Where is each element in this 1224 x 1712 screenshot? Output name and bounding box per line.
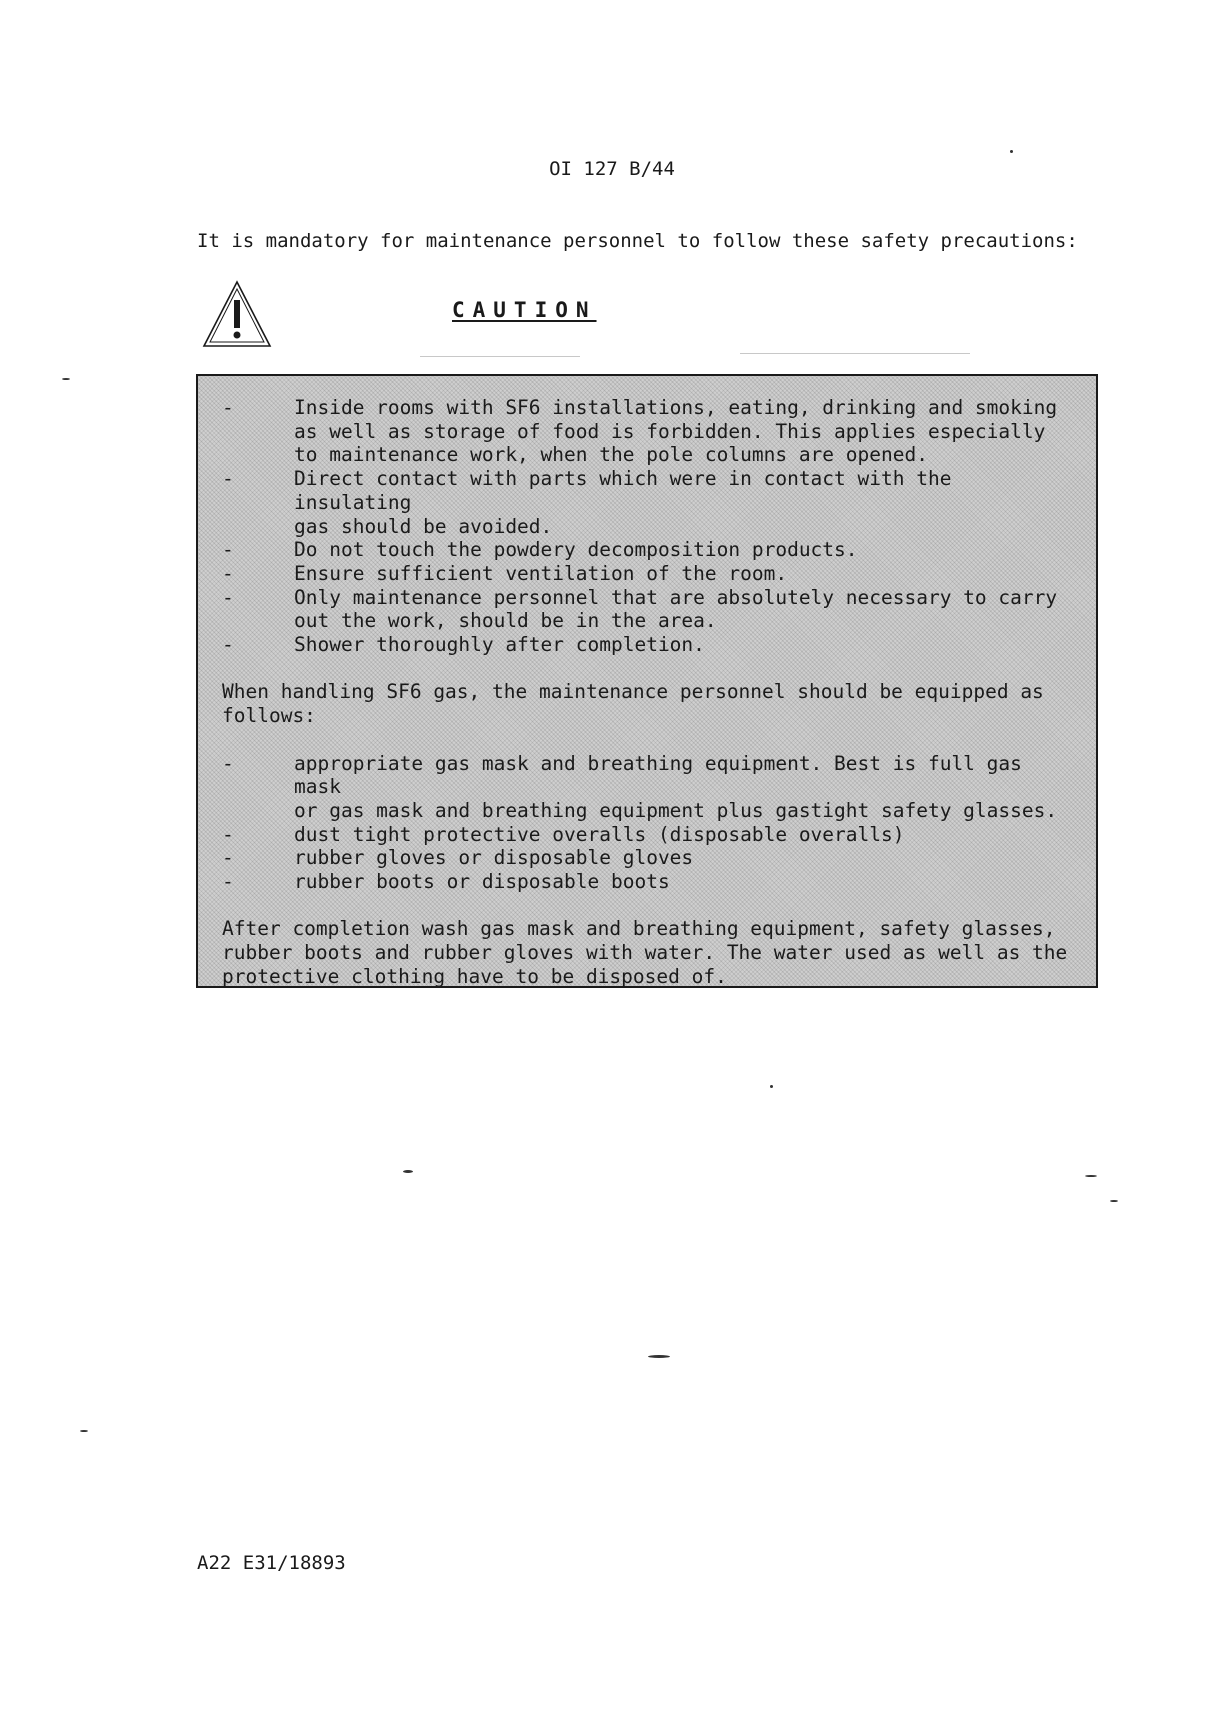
caution-box — [196, 374, 1098, 988]
document-number: OI 127 B/44 — [549, 158, 675, 180]
list-item — [222, 562, 1078, 586]
list-bullet: - — [222, 467, 234, 491]
caution-content — [222, 396, 1078, 989]
list-item-text: dust tight protective overalls (disposable overalls) — [294, 822, 905, 846]
list-item-text: Ensure sufficient ventilation of the room. — [294, 561, 788, 585]
closing-paragraph: After completion wash gas mask and breathing equipment, safety glasses, rubber boots and rubber gloves with water. The water used as well as the protective clothing have to be disposed of. — [222, 917, 1068, 988]
scan-speck — [770, 1085, 773, 1088]
list-item-text: Direct contact with parts which were in contact with the insulating gas should be avoided. — [294, 467, 952, 538]
scan-speck — [648, 1355, 670, 1358]
scan-speck — [1010, 150, 1013, 153]
list-item-text: Inside rooms with SF6 installations, eating, drinking and smoking as well as storage of food is forbidden. This applies especially to maintenance work, when the pole columns are opened. — [294, 396, 1058, 467]
list-item — [222, 633, 1078, 657]
list-bullet: - — [222, 846, 234, 870]
scan-speck — [62, 378, 70, 380]
list-item — [222, 467, 1078, 538]
scan-speck — [1085, 1175, 1097, 1177]
scan-speck — [403, 1170, 413, 1173]
scan-speck — [1110, 1200, 1118, 1202]
list-bullet: - — [222, 633, 234, 657]
list-item — [222, 396, 1078, 467]
scan-artifact-line — [740, 353, 970, 354]
list-item-text: Only maintenance personnel that are absolutely necessary to carry out the work, should be in the area. — [294, 585, 1058, 633]
list-bullet: - — [222, 870, 234, 894]
list-item — [222, 846, 1078, 870]
equipment-intro: When handling SF6 gas, the maintenance personnel should be equipped as follows: — [222, 680, 1044, 728]
footer-reference: A22 E31/18893 — [197, 1552, 346, 1574]
list-bullet: - — [222, 585, 234, 609]
precautions-list — [222, 396, 1078, 657]
list-item — [222, 538, 1078, 562]
list-item-text: appropriate gas mask and breathing equipment. Best is full gas mask or gas mask and breathing equipment plus gastight safety glasses. — [294, 751, 1058, 822]
scan-speck — [80, 1430, 88, 1432]
list-bullet: - — [222, 538, 234, 562]
list-item — [222, 752, 1078, 823]
intro-text: It is mandatory for maintenance personnel to follow these safety precautions: — [197, 230, 1078, 252]
equipment-list — [222, 752, 1078, 894]
caution-heading: CAUTION — [452, 298, 597, 322]
scan-artifact-line — [420, 356, 580, 357]
list-item — [222, 823, 1078, 847]
list-item-text: rubber gloves or disposable gloves — [294, 846, 694, 870]
warning-triangle-icon — [202, 280, 272, 348]
list-bullet: - — [222, 822, 234, 846]
list-bullet: - — [222, 751, 234, 775]
list-item — [222, 870, 1078, 894]
list-bullet: - — [222, 561, 234, 585]
list-item — [222, 586, 1078, 633]
list-bullet: - — [222, 396, 234, 419]
list-item-text: rubber boots or disposable boots — [294, 870, 670, 894]
list-item-text: Do not touch the powdery decomposition products. — [294, 538, 858, 562]
list-item-text: Shower thoroughly after completion. — [294, 633, 705, 657]
